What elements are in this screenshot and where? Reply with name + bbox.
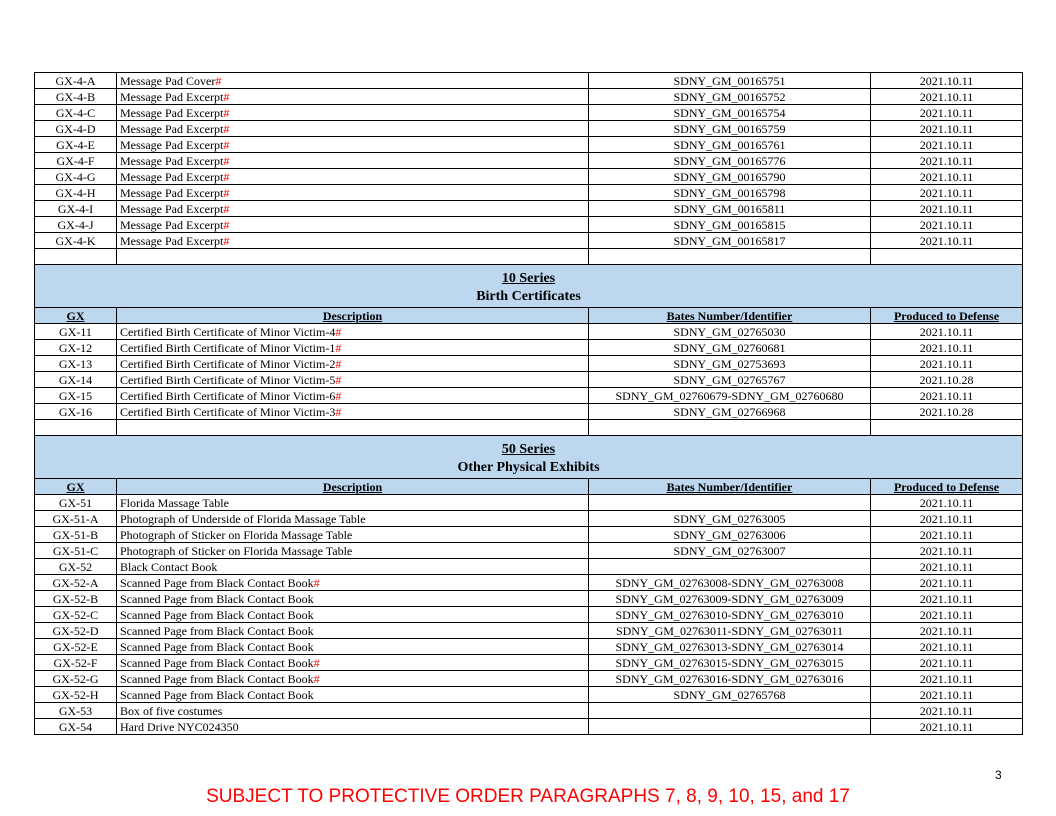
bates-cell bbox=[589, 559, 871, 575]
bates-cell: SDNY_GM_02763011-SDNY_GM_02763011 bbox=[589, 623, 871, 639]
bates-cell: SDNY_GM_00165776 bbox=[589, 153, 871, 169]
red-mark: # bbox=[223, 233, 230, 248]
red-mark: # bbox=[313, 655, 320, 670]
protective-order-footer: SUBJECT TO PROTECTIVE ORDER PARAGRAPHS 7, 8, 9, 10, 15, and 17 bbox=[206, 786, 850, 807]
produced-cell: 2021.10.11 bbox=[871, 575, 1023, 591]
col-header-description: Description bbox=[117, 308, 589, 324]
description-text: Photograph of Underside of Florida Massage Table bbox=[120, 511, 366, 526]
bates-cell: SDNY_GM_00165817 bbox=[589, 233, 871, 249]
table-row bbox=[35, 89, 1023, 105]
red-mark: # bbox=[313, 671, 320, 686]
section-title: Birth Certificates bbox=[476, 289, 581, 304]
description-cell bbox=[117, 137, 589, 153]
bates-cell bbox=[589, 495, 871, 511]
bates-cell: SDNY_GM_00165754 bbox=[589, 105, 871, 121]
table-row bbox=[35, 495, 1023, 511]
gx-cell: GX-53 bbox=[35, 703, 117, 719]
col-header-gx: GX bbox=[35, 308, 117, 324]
table-row bbox=[35, 340, 1023, 356]
table-row bbox=[35, 719, 1023, 735]
produced-cell: 2021.10.11 bbox=[871, 607, 1023, 623]
description-cell bbox=[117, 543, 589, 559]
gx-cell: GX-51-C bbox=[35, 543, 117, 559]
produced-cell: 2021.10.11 bbox=[871, 703, 1023, 719]
description-text: Message Pad Excerpt bbox=[120, 105, 224, 120]
section-header bbox=[35, 436, 1023, 479]
section-series: 10 Series bbox=[501, 271, 556, 286]
col-header-produced: Produced to Defense bbox=[871, 479, 1023, 495]
description-text: Florida Massage Table bbox=[120, 495, 229, 510]
red-mark: # bbox=[313, 575, 320, 590]
description-cell bbox=[117, 372, 589, 388]
gx-cell: GX-4-H bbox=[35, 185, 117, 201]
description-text: Black Contact Book bbox=[120, 559, 218, 574]
produced-cell: 2021.10.11 bbox=[871, 137, 1023, 153]
description-text: Scanned Page from Black Contact Book bbox=[120, 639, 314, 654]
gx-cell: GX-51 bbox=[35, 495, 117, 511]
table-row bbox=[35, 185, 1023, 201]
gx-cell: GX-4-G bbox=[35, 169, 117, 185]
blank-cell bbox=[35, 420, 117, 436]
table-row bbox=[35, 591, 1023, 607]
produced-cell: 2021.10.11 bbox=[871, 169, 1023, 185]
bates-cell: SDNY_GM_02763013-SDNY_GM_02763014 bbox=[589, 639, 871, 655]
blank-row bbox=[35, 249, 1023, 265]
description-text: Certified Birth Certificate of Minor Victim-5 bbox=[120, 372, 336, 387]
table-row bbox=[35, 73, 1023, 89]
col-header-produced: Produced to Defense bbox=[871, 308, 1023, 324]
table-row bbox=[35, 511, 1023, 527]
blank-cell bbox=[589, 420, 871, 436]
description-cell bbox=[117, 404, 589, 420]
table-row bbox=[35, 137, 1023, 153]
gx-cell: GX-52-C bbox=[35, 607, 117, 623]
description-text: Message Pad Excerpt bbox=[120, 137, 224, 152]
produced-cell: 2021.10.11 bbox=[871, 356, 1023, 372]
bates-cell: SDNY_GM_02763016-SDNY_GM_02763016 bbox=[589, 671, 871, 687]
col-header-gx: GX bbox=[35, 479, 117, 495]
gx-cell: GX-52-B bbox=[35, 591, 117, 607]
red-mark: # bbox=[335, 324, 342, 339]
table-row bbox=[35, 324, 1023, 340]
description-text: Message Pad Excerpt bbox=[120, 153, 224, 168]
produced-cell: 2021.10.28 bbox=[871, 404, 1023, 420]
table-row bbox=[35, 687, 1023, 703]
description-text: Certified Birth Certificate of Minor Victim-1 bbox=[120, 340, 336, 355]
table-row bbox=[35, 233, 1023, 249]
gx-cell: GX-54 bbox=[35, 719, 117, 735]
description-text: Message Pad Excerpt bbox=[120, 217, 224, 232]
description-text: Certified Birth Certificate of Minor Victim-2 bbox=[120, 356, 336, 371]
section-header-row bbox=[35, 436, 1023, 479]
produced-cell: 2021.10.11 bbox=[871, 185, 1023, 201]
description-cell bbox=[117, 687, 589, 703]
bates-cell: SDNY_GM_02760681 bbox=[589, 340, 871, 356]
red-mark: # bbox=[223, 105, 230, 120]
bates-cell: SDNY_GM_02760679-SDNY_GM_02760680 bbox=[589, 388, 871, 404]
col-header-description: Description bbox=[117, 479, 589, 495]
col-header-bates: Bates Number/Identifier bbox=[589, 308, 871, 324]
produced-cell: 2021.10.11 bbox=[871, 324, 1023, 340]
bates-cell: SDNY_GM_00165815 bbox=[589, 217, 871, 233]
description-text: Message Pad Excerpt bbox=[120, 169, 224, 184]
col-header-bates: Bates Number/Identifier bbox=[589, 479, 871, 495]
bates-cell: SDNY_GM_02763010-SDNY_GM_02763010 bbox=[589, 607, 871, 623]
description-text: Hard Drive NYC024350 bbox=[120, 719, 239, 734]
gx-cell: GX-4-C bbox=[35, 105, 117, 121]
description-text: Scanned Page from Black Contact Book bbox=[120, 591, 314, 606]
blank-cell bbox=[871, 249, 1023, 265]
gx-cell: GX-52-F bbox=[35, 655, 117, 671]
gx-cell: GX-4-B bbox=[35, 89, 117, 105]
gx-cell: GX-52-G bbox=[35, 671, 117, 687]
table-row bbox=[35, 388, 1023, 404]
produced-cell: 2021.10.11 bbox=[871, 121, 1023, 137]
blank-row bbox=[35, 420, 1023, 436]
exhibit-table bbox=[34, 72, 1023, 735]
description-text: Certified Birth Certificate of Minor Victim-6 bbox=[120, 388, 336, 403]
gx-cell: GX-4-E bbox=[35, 137, 117, 153]
produced-cell: 2021.10.11 bbox=[871, 719, 1023, 735]
description-text: Message Pad Excerpt bbox=[120, 201, 224, 216]
column-header-row bbox=[35, 479, 1023, 495]
bates-cell: SDNY_GM_02766968 bbox=[589, 404, 871, 420]
gx-cell: GX-16 bbox=[35, 404, 117, 420]
description-cell bbox=[117, 121, 589, 137]
description-text: Scanned Page from Black Contact Book bbox=[120, 575, 314, 590]
bates-cell: SDNY_GM_00165811 bbox=[589, 201, 871, 217]
description-cell bbox=[117, 169, 589, 185]
red-mark: # bbox=[335, 340, 342, 355]
description-text: Scanned Page from Black Contact Book bbox=[120, 671, 314, 686]
red-mark: # bbox=[223, 121, 230, 136]
bates-cell: SDNY_GM_00165790 bbox=[589, 169, 871, 185]
blank-cell bbox=[589, 249, 871, 265]
blank-cell bbox=[117, 420, 589, 436]
table-row bbox=[35, 559, 1023, 575]
gx-cell: GX-11 bbox=[35, 324, 117, 340]
table-row bbox=[35, 607, 1023, 623]
table-row bbox=[35, 217, 1023, 233]
produced-cell: 2021.10.11 bbox=[871, 543, 1023, 559]
gx-cell: GX-15 bbox=[35, 388, 117, 404]
description-text: Scanned Page from Black Contact Book bbox=[120, 687, 314, 702]
table-row bbox=[35, 121, 1023, 137]
red-mark: # bbox=[223, 153, 230, 168]
page-number: 3 bbox=[995, 768, 1002, 782]
description-cell bbox=[117, 233, 589, 249]
description-text: Message Pad Excerpt bbox=[120, 185, 224, 200]
table-row bbox=[35, 703, 1023, 719]
bates-cell: SDNY_GM_00165751 bbox=[589, 73, 871, 89]
table-row bbox=[35, 356, 1023, 372]
produced-cell: 2021.10.11 bbox=[871, 511, 1023, 527]
bates-cell: SDNY_GM_02763008-SDNY_GM_02763008 bbox=[589, 575, 871, 591]
table-row bbox=[35, 575, 1023, 591]
bates-cell: SDNY_GM_00165761 bbox=[589, 137, 871, 153]
produced-cell: 2021.10.11 bbox=[871, 527, 1023, 543]
gx-cell: GX-52-H bbox=[35, 687, 117, 703]
gx-cell: GX-12 bbox=[35, 340, 117, 356]
description-text: Photograph of Sticker on Florida Massage Table bbox=[120, 527, 353, 542]
red-mark: # bbox=[223, 217, 230, 232]
produced-cell: 2021.10.11 bbox=[871, 73, 1023, 89]
description-text: Scanned Page from Black Contact Book bbox=[120, 623, 314, 638]
table-row bbox=[35, 639, 1023, 655]
bates-cell bbox=[589, 719, 871, 735]
bates-cell: SDNY_GM_02763007 bbox=[589, 543, 871, 559]
description-text: Message Pad Excerpt bbox=[120, 89, 224, 104]
table-row bbox=[35, 527, 1023, 543]
description-cell bbox=[117, 607, 589, 623]
red-mark: # bbox=[335, 404, 342, 419]
section-series: 50 Series bbox=[501, 442, 556, 457]
table-row bbox=[35, 543, 1023, 559]
description-cell bbox=[117, 575, 589, 591]
bates-cell: SDNY_GM_02765030 bbox=[589, 324, 871, 340]
gx-cell: GX-52-A bbox=[35, 575, 117, 591]
description-cell bbox=[117, 185, 589, 201]
bates-cell: SDNY_GM_02753693 bbox=[589, 356, 871, 372]
bates-cell: SDNY_GM_02765768 bbox=[589, 687, 871, 703]
gx-cell: GX-51-A bbox=[35, 511, 117, 527]
produced-cell: 2021.10.11 bbox=[871, 639, 1023, 655]
description-cell bbox=[117, 671, 589, 687]
red-mark: # bbox=[335, 356, 342, 371]
gx-cell: GX-4-J bbox=[35, 217, 117, 233]
gx-cell: GX-52 bbox=[35, 559, 117, 575]
gx-cell: GX-4-K bbox=[35, 233, 117, 249]
red-mark: # bbox=[223, 201, 230, 216]
produced-cell: 2021.10.11 bbox=[871, 671, 1023, 687]
bates-cell: SDNY_GM_00165752 bbox=[589, 89, 871, 105]
produced-cell: 2021.10.11 bbox=[871, 201, 1023, 217]
produced-cell: 2021.10.11 bbox=[871, 217, 1023, 233]
produced-cell: 2021.10.11 bbox=[871, 89, 1023, 105]
gx-cell: GX-4-F bbox=[35, 153, 117, 169]
description-cell bbox=[117, 639, 589, 655]
table-row bbox=[35, 655, 1023, 671]
red-mark: # bbox=[335, 388, 342, 403]
table-row bbox=[35, 404, 1023, 420]
bates-cell: SDNY_GM_02763005 bbox=[589, 511, 871, 527]
description-cell bbox=[117, 559, 589, 575]
description-text: Message Pad Excerpt bbox=[120, 233, 224, 248]
bates-cell: SDNY_GM_02765767 bbox=[589, 372, 871, 388]
description-cell bbox=[117, 201, 589, 217]
gx-cell: GX-51-B bbox=[35, 527, 117, 543]
description-cell bbox=[117, 153, 589, 169]
table-row bbox=[35, 201, 1023, 217]
blank-cell bbox=[35, 249, 117, 265]
produced-cell: 2021.10.11 bbox=[871, 105, 1023, 121]
produced-cell: 2021.10.11 bbox=[871, 233, 1023, 249]
produced-cell: 2021.10.11 bbox=[871, 655, 1023, 671]
produced-cell: 2021.10.11 bbox=[871, 340, 1023, 356]
description-cell bbox=[117, 356, 589, 372]
gx-cell: GX-4-D bbox=[35, 121, 117, 137]
description-cell bbox=[117, 89, 589, 105]
produced-cell: 2021.10.11 bbox=[871, 495, 1023, 511]
red-mark: # bbox=[223, 185, 230, 200]
description-text: Photograph of Sticker on Florida Massage Table bbox=[120, 543, 353, 558]
description-cell bbox=[117, 703, 589, 719]
description-cell bbox=[117, 105, 589, 121]
description-cell bbox=[117, 623, 589, 639]
gx-cell: GX-4-A bbox=[35, 73, 117, 89]
table-row bbox=[35, 671, 1023, 687]
bates-cell: SDNY_GM_02763009-SDNY_GM_02763009 bbox=[589, 591, 871, 607]
description-text: Certified Birth Certificate of Minor Victim-4 bbox=[120, 324, 336, 339]
gx-cell: GX-4-I bbox=[35, 201, 117, 217]
description-cell bbox=[117, 324, 589, 340]
table-row bbox=[35, 169, 1023, 185]
description-text: Scanned Page from Black Contact Book bbox=[120, 655, 314, 670]
description-cell bbox=[117, 495, 589, 511]
section-title: Other Physical Exhibits bbox=[457, 460, 600, 475]
section-header bbox=[35, 265, 1023, 308]
bates-cell: SDNY_GM_00165759 bbox=[589, 121, 871, 137]
bates-cell: SDNY_GM_00165798 bbox=[589, 185, 871, 201]
red-mark: # bbox=[223, 169, 230, 184]
column-header-row bbox=[35, 308, 1023, 324]
description-cell bbox=[117, 388, 589, 404]
table-row bbox=[35, 105, 1023, 121]
red-mark: # bbox=[223, 137, 230, 152]
description-text: Message Pad Cover bbox=[120, 73, 216, 88]
gx-cell: GX-14 bbox=[35, 372, 117, 388]
table-row bbox=[35, 372, 1023, 388]
blank-cell bbox=[117, 249, 589, 265]
exhibit-table-body bbox=[35, 73, 1023, 735]
description-cell bbox=[117, 73, 589, 89]
produced-cell: 2021.10.11 bbox=[871, 591, 1023, 607]
produced-cell: 2021.10.11 bbox=[871, 687, 1023, 703]
produced-cell: 2021.10.11 bbox=[871, 153, 1023, 169]
description-cell bbox=[117, 511, 589, 527]
description-text: Scanned Page from Black Contact Book bbox=[120, 607, 314, 622]
produced-cell: 2021.10.11 bbox=[871, 623, 1023, 639]
table-row bbox=[35, 623, 1023, 639]
gx-cell: GX-52-E bbox=[35, 639, 117, 655]
gx-cell: GX-52-D bbox=[35, 623, 117, 639]
produced-cell: 2021.10.28 bbox=[871, 372, 1023, 388]
description-cell bbox=[117, 217, 589, 233]
blank-cell bbox=[871, 420, 1023, 436]
description-cell bbox=[117, 527, 589, 543]
produced-cell: 2021.10.11 bbox=[871, 559, 1023, 575]
description-cell bbox=[117, 719, 589, 735]
red-mark: # bbox=[215, 73, 222, 88]
produced-cell: 2021.10.11 bbox=[871, 388, 1023, 404]
description-cell bbox=[117, 655, 589, 671]
bates-cell bbox=[589, 703, 871, 719]
description-cell bbox=[117, 340, 589, 356]
gx-cell: GX-13 bbox=[35, 356, 117, 372]
red-mark: # bbox=[335, 372, 342, 387]
description-text: Certified Birth Certificate of Minor Victim-3 bbox=[120, 404, 336, 419]
description-cell bbox=[117, 591, 589, 607]
description-text: Box of five costumes bbox=[120, 703, 223, 718]
table-row bbox=[35, 153, 1023, 169]
section-header-row bbox=[35, 265, 1023, 308]
red-mark: # bbox=[223, 89, 230, 104]
bates-cell: SDNY_GM_02763006 bbox=[589, 527, 871, 543]
bates-cell: SDNY_GM_02763015-SDNY_GM_02763015 bbox=[589, 655, 871, 671]
description-text: Message Pad Excerpt bbox=[120, 121, 224, 136]
